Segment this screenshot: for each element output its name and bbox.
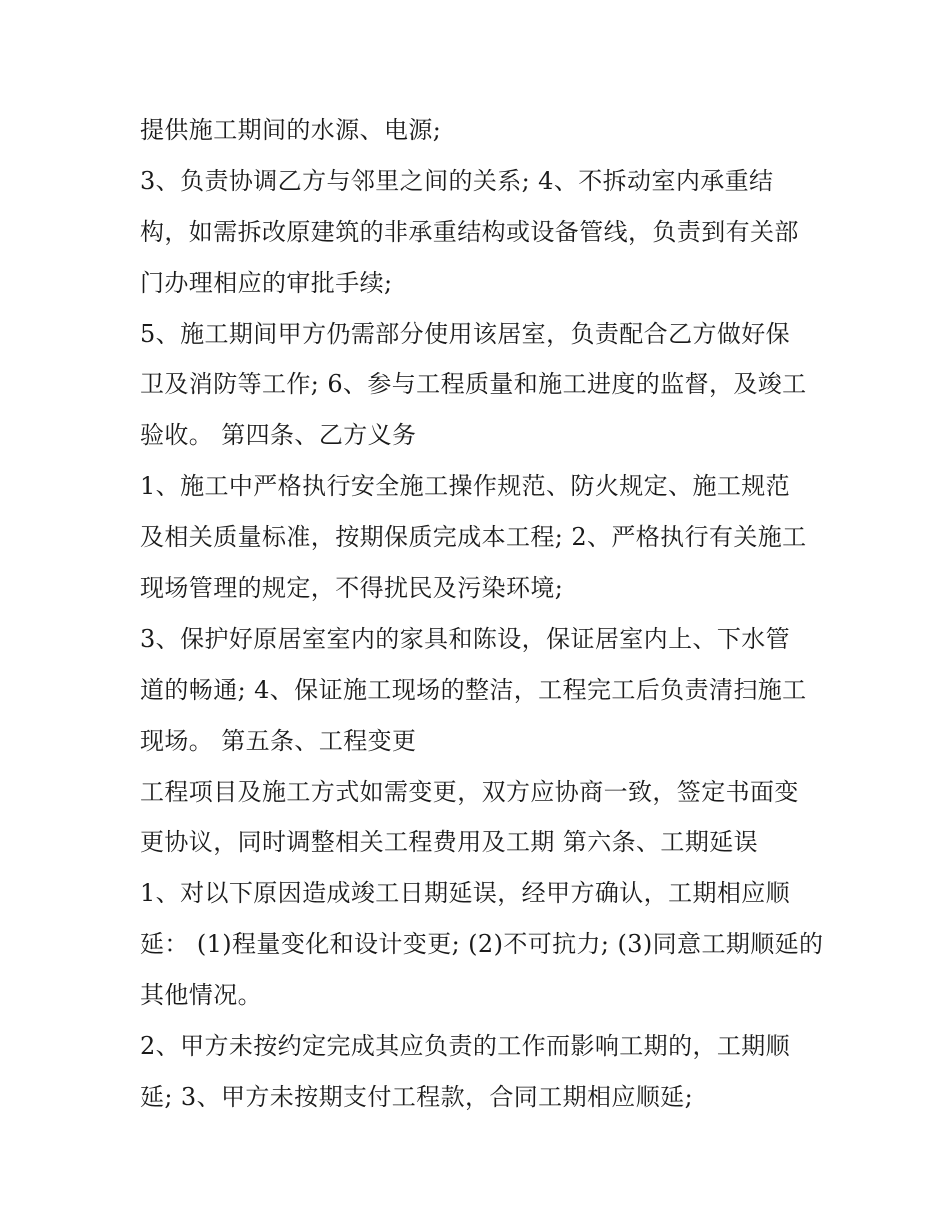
text-line: 延： (1)程量变化和设计变更; (2)不可抗力; (3)同意工期顺延的 — [140, 930, 824, 959]
text-line: 提供施工期间的水源、电源; — [140, 116, 442, 144]
text-line: 3、负责协调乙方与邻里之间的关系; 4、不拆动室内承重结 — [140, 166, 774, 195]
document-body — [140, 108, 824, 1126]
text-line: 现场管理的规定，不得扰民及污染环境; — [140, 574, 564, 603]
text-line: 5、施工期间甲方仍需部分使用该居室，负责配合乙方做好保 — [140, 319, 791, 348]
text-line: 卫及消防等工作; 6、参与工程质量和施工进度的监督，及竣工 — [140, 370, 807, 399]
text-line: 更协议，同时调整相关工程费用及工期 第六条、工期延误 — [140, 828, 759, 857]
text-line: 及相关质量标准，按期保质完成本工程; 2、严格执行有关施工 — [140, 523, 807, 552]
text-line: 延; 3、甲方未按期支付工程款，合同工期相应顺延; — [140, 1082, 694, 1111]
text-line: 现场。 第五条、工程变更 — [140, 726, 417, 755]
text-line: 工程项目及施工方式如需变更，双方应协商一致，签定书面变 — [140, 777, 799, 806]
text-line: 道的畅通; 4、保证施工现场的整洁，工程完工后负责清扫施工 — [140, 675, 807, 704]
text-line: 3、保护好原居室室内的家具和陈设，保证居室内上、下水管 — [140, 624, 791, 653]
text-line: 1、对以下原因造成竣工日期延误，经甲方确认，工期相应顺 — [140, 879, 791, 908]
text-line: 2、甲方未按约定完成其应负责的工作而影响工期的，工期顺 — [140, 1032, 791, 1061]
text-line: 构，如需拆改原建筑的非承重结构或设备管线，负责到有关部 — [140, 217, 799, 246]
text-line: 验收。 第四条、乙方义务 — [140, 421, 417, 450]
text-line: 门办理相应的审批手续; — [140, 268, 393, 297]
text-line: 其他情况。 — [140, 981, 262, 1010]
text-line: 1、施工中严格执行安全施工操作规范、防火规定、施工规范 — [140, 472, 791, 501]
